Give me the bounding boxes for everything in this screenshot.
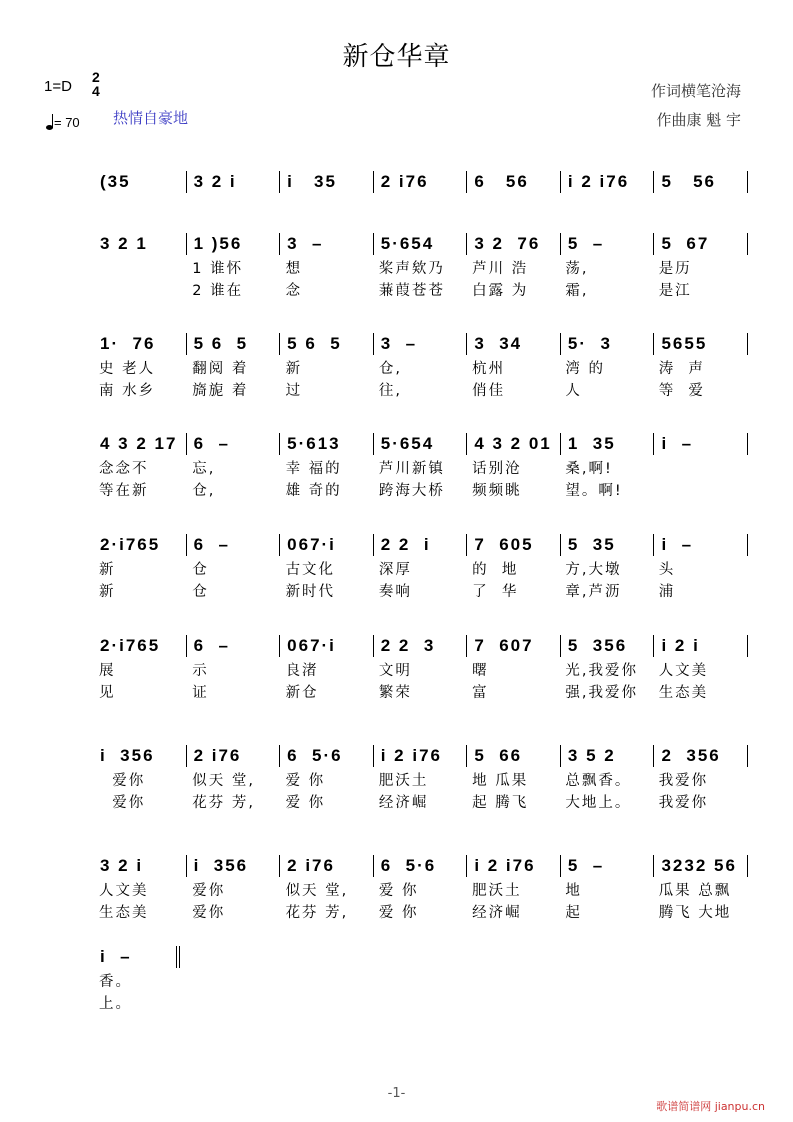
lyric-segment: 仓 [192,562,209,578]
lyric-segment: 花芬 芳, [285,905,349,921]
lyric-line-verse-1 [95,459,748,479]
lyric-segment: 过 [285,383,303,399]
lyric-segment: 俏佳 [472,383,506,399]
lyric-segment: 起 [565,905,582,921]
lyric-segment: 见 [99,685,116,701]
lyric-segment: 繁荣 [378,685,412,701]
lyric-segment: 爱你 [192,905,226,921]
lyric-segment: 荡, [565,261,589,277]
lyric-segment: 新时代 [285,584,336,600]
lyric-segment: 新 [99,562,116,578]
lyric-segment: 话别沧 [472,461,522,477]
staff-line [95,744,748,768]
lyric-segment: 上。 [99,996,132,1012]
measure: 5655 [654,333,748,355]
lyric-line-verse-1 [95,560,748,580]
lyric-segment: 头 [658,562,676,578]
song-title: 新仓华章 [342,42,451,72]
lyric-line-verse-1 [95,972,748,992]
lyric-segment: 强,我爱你 [565,685,639,701]
lyric-segment: 示 [192,663,209,679]
measure: 5 56 [654,171,748,193]
measure: 1 35 [561,433,655,455]
measure: 1· 76 [95,333,187,355]
lyric-line-verse-1 [95,359,748,379]
measure: 6 5·6 [280,745,374,767]
measure: 3 5 2 [561,745,655,767]
lyric-segment: 总飘香。 [565,773,632,789]
lyric-segment: 奏响 [378,584,412,600]
lyric-segment: 杭州 [472,361,506,377]
measure: 2 i76 [374,171,468,193]
measure: 3 2 i [95,855,187,877]
measure: 5 6 5 [187,333,281,355]
measure: 2·i765 [95,534,187,556]
measure: i – [654,534,748,556]
measure: 3 2 1 [95,233,187,255]
measure: 5·613 [280,433,374,455]
expression-marking: 热情自豪地 [113,109,189,127]
lyric-line-verse-2 [95,903,748,923]
lyric-segment: 人文美 [658,663,709,679]
lyric-segment: 白露 为 [472,283,529,299]
lyric-segment: 雄 奇的 [285,483,342,499]
lyric-segment: 展 [99,663,116,679]
measure: 3232 56 [654,855,748,877]
lyric-line-verse-2 [95,481,748,501]
lyric-segment: 蒹葭苍苍 [378,283,445,299]
lyric-segment: 地 瓜果 [472,773,529,789]
measure: i 356 [187,855,281,877]
staff-line [95,945,748,969]
lyric-segment: 肥沃土 [472,883,522,899]
lyric-segment: 旖旎 着 [192,383,249,399]
lyric-segment: 经济崛 [472,905,522,921]
watermark [656,1098,765,1114]
measure: 2·i765 [95,635,187,657]
lyric-segment: 富 [472,685,489,701]
lyric-line-verse-2 [95,994,748,1014]
measure: 5 356 [561,635,655,657]
measure: 3 – [374,333,468,355]
lyric-segment: 望。啊! [565,483,623,499]
measure: 4 3 2 01 [467,433,561,455]
lyric-segment: 方,大墩 [565,562,622,578]
lyric-segment: 频频眺 [472,483,522,499]
lyric-segment [95,281,188,301]
lyric-segment: 我爱你 [658,773,709,789]
measure: 3 2 i [187,171,281,193]
measure: 1 )56 [187,233,281,255]
lyric-segment: 人文美 [99,883,149,899]
lyric-segment: 瓜果 总飘 [658,883,732,899]
staff-line [95,854,748,878]
measure: i 2 i76 [467,855,561,877]
lyric-segment: 的 地 [472,562,519,578]
lyric-segment: 新 [285,361,303,377]
measure: 5 67 [654,233,748,255]
lyric-segment: 等 爱 [658,383,705,399]
lyric-segment: 新仓 [285,685,319,701]
measure: 5 35 [561,534,655,556]
lyric-segment: 深厚 [378,562,412,578]
lyric-segment: 仓, [378,361,402,377]
tempo-value: = 70 [54,115,80,130]
measure: i 2 i76 [561,171,655,193]
measure: 5 – [561,233,655,255]
measure: 067·i [280,635,374,657]
measure: 3 2 76 [467,233,561,255]
lyric-segment: 湾 的 [565,361,606,377]
lyric-segment: 良渚 [285,663,319,679]
lyric-segment: 仓 [192,584,209,600]
staff-line [95,533,748,557]
measure: (35 [95,171,187,193]
measure: 6 – [187,433,281,455]
measure: i – [95,946,180,968]
lyric-line-verse-2 [95,281,748,301]
lyric-segment: 桑,啊! [565,461,613,477]
lyric-line-verse-2 [95,582,748,602]
lyric-segment: 生态美 [99,905,149,921]
measure: 5 – [561,855,655,877]
measure: i 356 [95,745,187,767]
lyric-segment: 芦川 浩 [472,261,529,277]
measure: i 35 [280,171,374,193]
measure: 7 607 [467,635,561,657]
lyric-segment: 念念不 [99,461,149,477]
lyric-segment: 霜, [565,283,589,299]
measure: i – [654,433,748,455]
lyric-segment: 文明 [378,663,412,679]
composer-credit: 作曲康 魁 宇 [656,111,741,129]
lyric-segment: 跨海大桥 [378,483,445,499]
staff-line [95,432,748,456]
measure: 6 – [187,635,281,657]
lyric-segment: 忘, [192,461,216,477]
measure: 2 2 3 [374,635,468,657]
lyric-segment: 2 谁在 [192,283,244,299]
tempo-marking [46,114,80,130]
measure: 5·654 [374,233,468,255]
lyric-segment: 花芬 芳, [192,795,255,811]
lyric-segment: 桨声欸乃 [378,261,445,277]
lyric-line-verse-2 [95,793,748,813]
watermark-url: jianpu.cn [714,1100,765,1113]
lyric-segment: 证 [192,685,209,701]
measure: 2 2 i [374,534,468,556]
lyric-segment: 新 [99,584,116,600]
lyric-segment: 幸 福的 [285,461,342,477]
time-signature-bottom: 4 [92,83,100,99]
quarter-note-icon [46,114,54,130]
lyric-segment: 爱你 [99,795,146,811]
measure: 5 66 [467,745,561,767]
page-number: -1- [387,1086,406,1101]
lyric-segment: 浦 [658,584,676,600]
lyric-segment: 似天 堂, [192,773,255,789]
lyric-segment: 想 [285,261,303,277]
lyric-segment [95,259,188,279]
lyric-segment: 大地上。 [565,795,632,811]
lyric-segment: 南 水乡 [99,383,156,399]
lyric-segment [655,459,748,479]
lyric-segment: 念 [285,283,303,299]
time-signature-top: 2 [92,69,100,85]
lyricist-credit: 作词横笔沧海 [650,82,741,100]
measure: 2 i76 [280,855,374,877]
lyric-segment: 1 谁怀 [192,261,244,277]
time-signature [92,70,100,98]
lyric-line-verse-2 [95,381,748,401]
lyric-segment: 史 老人 [99,361,156,377]
lyric-segment: 爱你 [99,773,146,789]
lyric-segment: 我爱你 [658,795,709,811]
measure: 5·654 [374,433,468,455]
lyric-segment: 光,我爱你 [565,663,639,679]
key-signature: 1=D [44,78,72,95]
measure: 2 356 [654,745,748,767]
lyric-segment: 爱 你 [285,773,326,789]
measure: 5 6 5 [280,333,374,355]
lyric-segment: 涛 声 [658,361,705,377]
lyric-segment: 人 [565,383,582,399]
measure: 3 – [280,233,374,255]
lyric-segment: 爱 你 [378,883,419,899]
measure: 2 i76 [187,745,281,767]
lyric-segment: 生态美 [658,685,709,701]
lyric-line-verse-1 [95,771,748,791]
lyric-segment: 经济崛 [378,795,429,811]
staff-line [95,332,748,356]
measure: 6 – [187,534,281,556]
lyric-segment: 腾飞 大地 [658,905,732,921]
lyric-segment [655,481,748,501]
lyric-segment: 爱你 [192,883,226,899]
lyric-line-verse-1 [95,661,748,681]
measure: i 2 i [654,635,748,657]
lyric-line-verse-1 [95,259,748,279]
lyric-segment: 是江 [658,283,692,299]
lyric-segment: 爱 你 [378,905,419,921]
lyric-segment: 翻阅 着 [192,361,249,377]
lyric-line-verse-1 [95,881,748,901]
staff-line [95,232,748,256]
measure: 067·i [280,534,374,556]
lyric-segment: 芦川新镇 [378,461,445,477]
measure: 5· 3 [561,333,655,355]
lyric-segment: 曙 [472,663,489,679]
measure: 4 3 2 17 [95,433,187,455]
lyric-segment: 古文化 [285,562,336,578]
measure: i 2 i76 [374,745,468,767]
watermark-text: 歌谱简谱网 [656,1100,712,1113]
measure: 3 34 [467,333,561,355]
staff-line [95,634,748,658]
measure: 7 605 [467,534,561,556]
lyric-segment: 香。 [99,974,132,990]
lyric-line-verse-2 [95,683,748,703]
lyric-segment: 是历 [658,261,692,277]
lyric-segment: 似天 堂, [285,883,349,899]
lyric-segment: 仓, [192,483,216,499]
lyric-segment: 肥沃土 [378,773,429,789]
lyric-segment: 地 [565,883,582,899]
lyric-segment: 往, [378,383,402,399]
lyric-segment: 章,芦沥 [565,584,622,600]
lyric-segment: 爱 你 [285,795,326,811]
measure: 6 5·6 [374,855,468,877]
lyric-segment: 了 华 [472,584,519,600]
staff-line [95,170,748,194]
lyric-segment: 起 腾飞 [472,795,529,811]
measure: 6 56 [467,171,561,193]
lyric-segment: 等在新 [99,483,149,499]
